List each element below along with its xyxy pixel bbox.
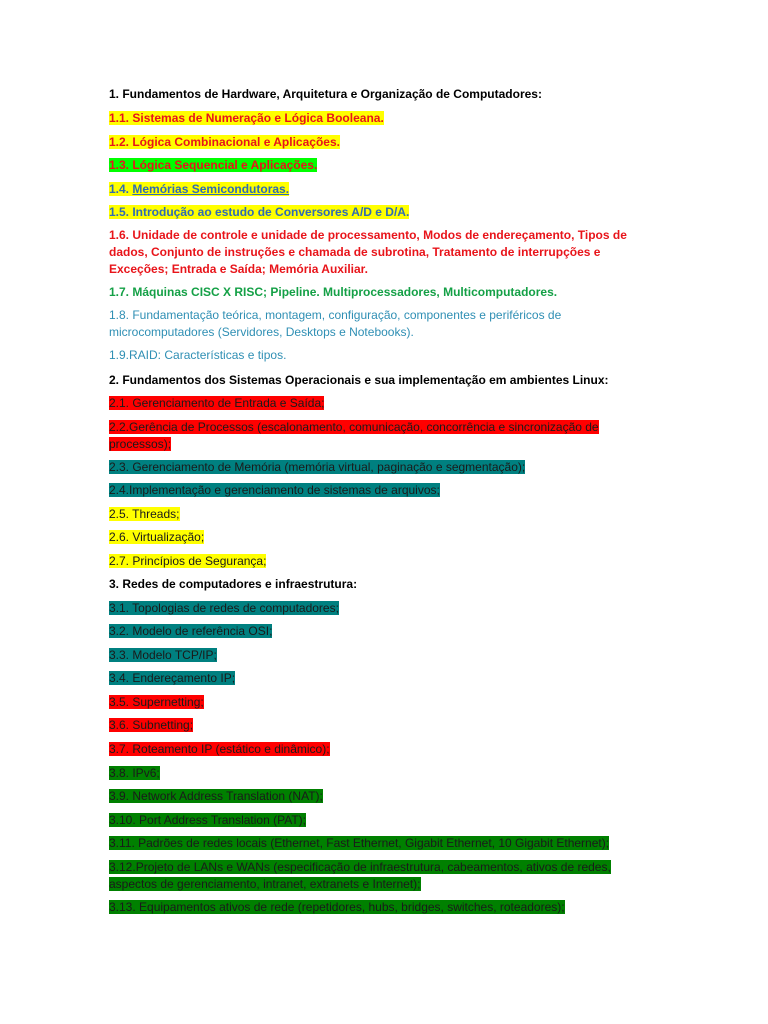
highlight-yellow: 2.6. Virtualização; — [109, 530, 205, 544]
item-3-3 — [109, 647, 649, 664]
highlight-dark-green: 3.10. Port Address Translation (PAT); — [109, 813, 306, 827]
item-3-12 — [109, 859, 654, 893]
highlight-red: 3.7. Roteamento IP (estático e dinâmico); — [109, 742, 330, 756]
highlight-teal: 3.1. Topologias de redes de computadores; — [109, 601, 339, 615]
item-3-8 — [109, 765, 649, 782]
highlight-teal: 2.4.Implementação e gerenciamento de sistemas de arquivos; — [109, 483, 440, 497]
item-2-7 — [109, 553, 649, 570]
item-2-4 — [109, 482, 649, 499]
heading-section-2: 2. Fundamentos dos Sistemas Operacionais e sua implementação em ambientes Linux: — [109, 373, 609, 387]
item-1-4 — [109, 181, 649, 198]
highlight-red: 3.6. Subnetting; — [109, 718, 194, 732]
highlight-red: 2.1. Gerenciamento de Entrada e Saída; — [109, 396, 325, 410]
highlight-teal: 3.3. Modelo TCP/IP; — [109, 648, 217, 662]
item-1-1 — [109, 110, 649, 127]
heading-section-3: 3. Redes de computadores e infraestrutura: — [109, 577, 358, 591]
highlight-teal: 3.4. Endereçamento IP; — [109, 671, 236, 685]
highlight-dark-green: 3.11. Padrões de redes locais (Ethernet, Fast Ethernet, Gigabit Ethernet, 10 Gigabit Ethernet); — [109, 836, 610, 850]
highlight-yellow: 1.4. Memórias Semicondutoras. — [109, 182, 290, 196]
item-3-9 — [109, 788, 649, 805]
highlight-red: 2.2.Gerência de Processos (escalonamento, comunicação, concorrência e sincronização de processos); — [109, 420, 599, 451]
item-3-6 — [109, 717, 649, 734]
item-3-2 — [109, 623, 649, 640]
item-2-2 — [109, 419, 634, 453]
highlight-green: 1.3. Lógica Sequencial e Aplicações. — [109, 158, 318, 172]
highlight-dark-green: 3.8. IPv6; — [109, 766, 160, 780]
item-3-11 — [109, 835, 649, 852]
item-1-3 — [109, 157, 649, 174]
highlight-dark-green: 3.12.Projeto de LANs e WANs (especificação de infraestrutura, cabeamentos, ativos de redes, aspectos de gerenciamento, intranet, extranets e Internet); — [109, 860, 611, 891]
highlight-yellow: 1.1. Sistemas de Numeração e Lógica Booleana. — [109, 111, 384, 125]
highlight-yellow: 1.5. Introdução ao estudo de Conversores A/D e D/A. — [109, 205, 410, 219]
highlight-yellow: 1.2. Lógica Combinacional e Aplicações. — [109, 135, 340, 149]
item-2-3 — [109, 459, 649, 476]
item-1-2 — [109, 134, 649, 151]
highlight-teal: 2.3. Gerenciamento de Memória (memória virtual, paginação e segmentação); — [109, 460, 526, 474]
highlight-red: 3.5. Supernetting; — [109, 695, 204, 709]
item-3-7 — [109, 741, 649, 758]
item-3-4 — [109, 670, 649, 687]
item-1-8: 1.8. Fundamentação teórica, montagem, configuração, componentes e periféricos de microcomputadores (Servidores, Desktops e Notebooks). — [109, 308, 562, 339]
heading-section-1: 1. Fundamentos de Hardware, Arquitetura e Organização de Computadores: — [109, 87, 542, 101]
item-2-6 — [109, 529, 649, 546]
link-memorias: Memórias Semicondutoras. — [132, 182, 290, 196]
item-1-6: 1.6. Unidade de controle e unidade de processamento, Modos de endereçamento, Tipos de dados, Conjunto de instruções e chamada de subrotina, Tratamento de interrupções e Exceções; Entrada e Saída; Memória Auxiliar. — [109, 228, 627, 276]
highlight-dark-green: 3.13. Equipamentos ativos de rede (repetidores, hubs, bridges, switches, roteadores); — [109, 900, 565, 914]
item-1-7: 1.7. Máquinas CISC X RISC; Pipeline. Multiprocessadores, Multicomputadores. — [109, 285, 558, 299]
item-2-1 — [109, 395, 649, 412]
highlight-yellow: 2.7. Princípios de Segurança; — [109, 554, 267, 568]
highlight-yellow: 2.5. Threads; — [109, 507, 180, 521]
item-2-5 — [109, 506, 649, 523]
item-3-10 — [109, 812, 649, 829]
highlight-teal: 3.2. Modelo de referência OSI; — [109, 624, 273, 638]
item-1-9: 1.9.RAID: Características e tipos. — [109, 348, 287, 362]
item-3-5 — [109, 694, 649, 711]
item-3-1 — [109, 600, 649, 617]
highlight-dark-green: 3.9. Network Address Translation (NAT); — [109, 789, 323, 803]
item-3-13 — [109, 899, 649, 916]
item-1-5 — [109, 204, 649, 221]
